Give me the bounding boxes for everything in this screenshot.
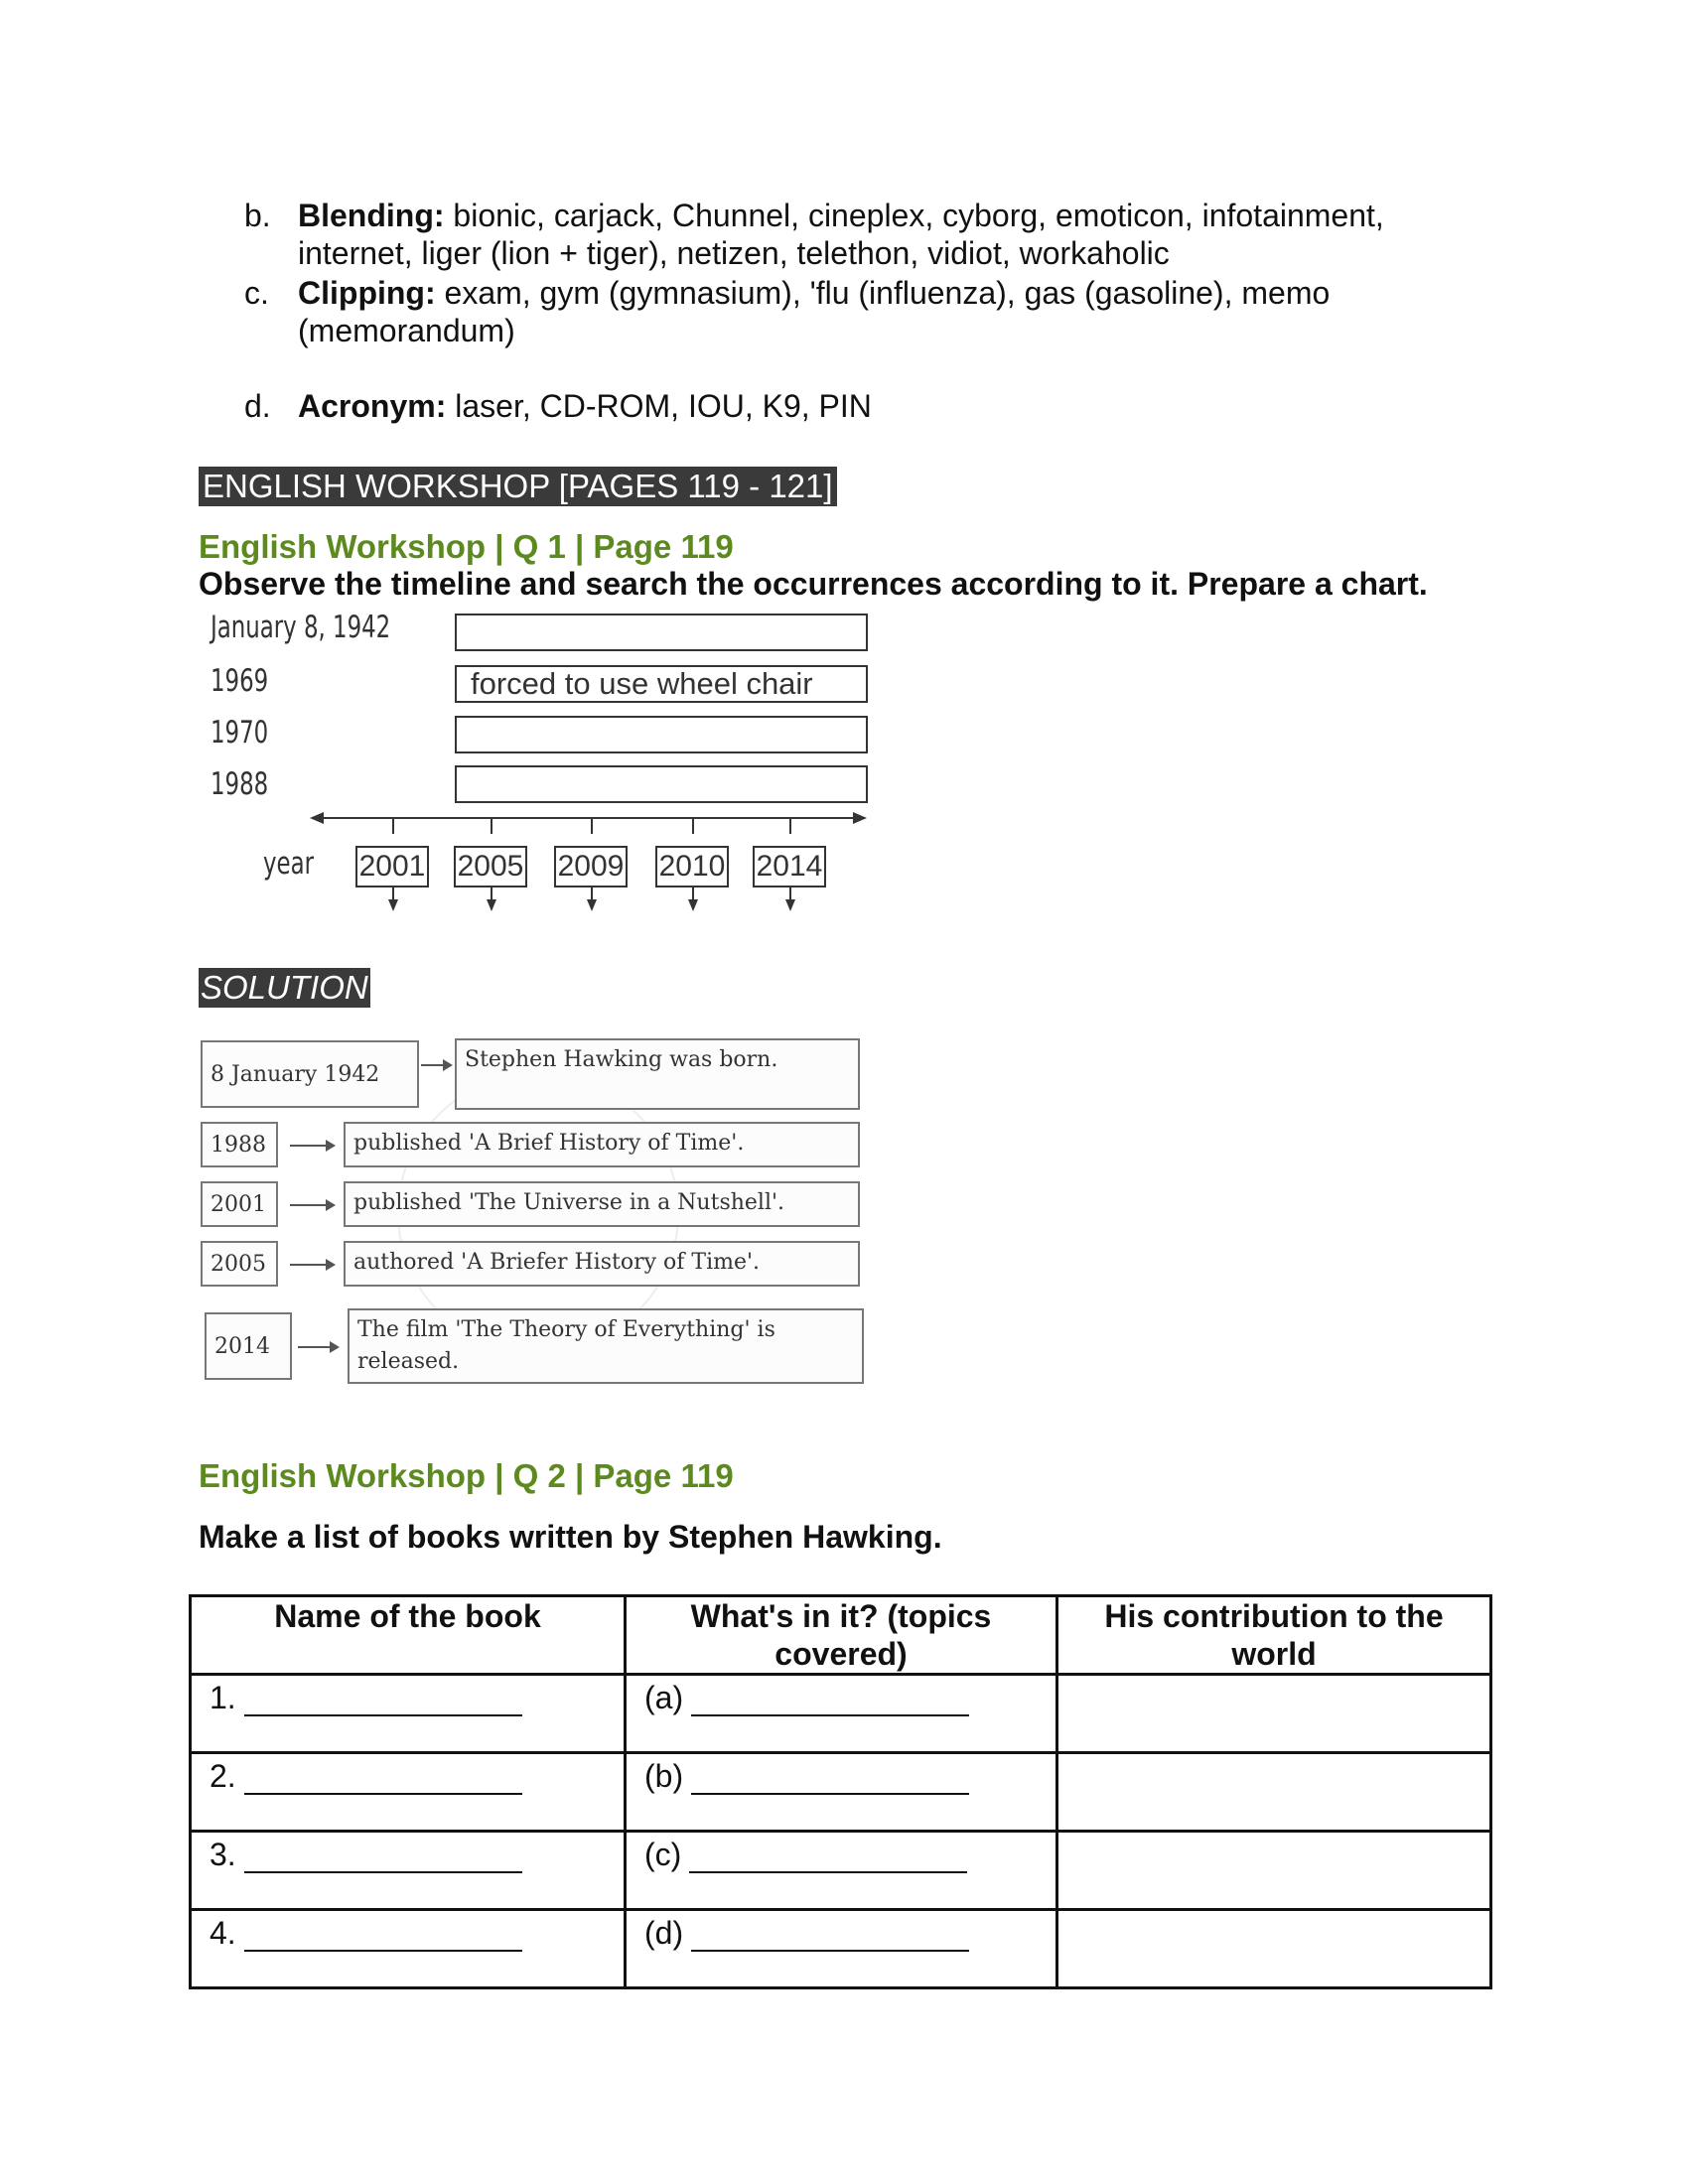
solution-event: The film 'The Theory of Everything' is released. (348, 1308, 864, 1384)
q1-heading: English Workshop | Q 1 | Page 119 (199, 528, 734, 565)
solution-date: 2001 (201, 1181, 278, 1227)
term-label: Blending: (298, 198, 445, 233)
solution-banner: SOLUTION (201, 969, 368, 1006)
year-down-arrowhead (688, 899, 698, 911)
list-body (298, 197, 1470, 272)
year-down-arrowhead (388, 899, 398, 911)
solution-event: published 'A Brief History of Time'. (344, 1122, 860, 1167)
list-body (298, 387, 1470, 425)
answer-blank[interactable] (244, 1920, 522, 1952)
book-name-cell[interactable] (191, 1753, 626, 1832)
term-label: Acronym: (298, 388, 447, 424)
topic-letter: (c) (644, 1837, 682, 1872)
contribution-cell[interactable] (1057, 1832, 1491, 1910)
topic-letter: (b) (644, 1758, 684, 1794)
solution-date: 2014 (205, 1312, 292, 1380)
solution-date: 8 January 1942 (201, 1040, 419, 1108)
term-examples: laser, CD-ROM, IOU, K9, PIN (455, 388, 872, 424)
list-body (298, 274, 1470, 349)
row-number: 4. (210, 1915, 236, 1951)
timeline-right-arrowhead (853, 812, 867, 824)
solution-arrow (290, 1145, 334, 1147)
year-box: 2001 (355, 846, 429, 887)
timeline-date: 1969 (211, 663, 269, 699)
column-header-topics: What's in it? (topics covered) (626, 1596, 1057, 1675)
row-number: 3. (210, 1837, 236, 1872)
book-name-cell[interactable] (191, 1675, 626, 1753)
solution-arrow (421, 1064, 451, 1066)
answer-blank[interactable] (244, 1685, 522, 1716)
book-name-cell[interactable] (191, 1910, 626, 1988)
timeline-entry-box (455, 716, 868, 753)
table-row (191, 1910, 1491, 1988)
table-header-row (191, 1596, 1491, 1675)
solution-arrow (290, 1264, 334, 1266)
q2-instruction: Make a list of books written by Stephen Hawking. (199, 1519, 942, 1555)
topic-letter: (d) (644, 1915, 684, 1951)
answer-blank[interactable] (691, 1920, 969, 1952)
list-letter: d. (244, 388, 271, 424)
contribution-cell[interactable] (1057, 1675, 1491, 1753)
contribution-cell[interactable] (1057, 1753, 1491, 1832)
contribution-cell[interactable] (1057, 1910, 1491, 1988)
year-box: 2014 (753, 846, 826, 887)
table-row (191, 1675, 1491, 1753)
list-letter: b. (244, 198, 271, 233)
topics-cell[interactable] (626, 1753, 1057, 1832)
answer-blank[interactable] (691, 1763, 969, 1795)
year-down-arrowhead (487, 899, 496, 911)
books-table (189, 1594, 1492, 1989)
answer-blank[interactable] (691, 1685, 969, 1716)
book-name-cell[interactable] (191, 1832, 626, 1910)
table-row (191, 1753, 1491, 1832)
q1-instruction: Observe the timeline and search the occurrences according to it. Prepare a chart. (199, 566, 1428, 602)
timeline-entry-box: forced to use wheel chair (455, 665, 868, 703)
topics-cell[interactable] (626, 1675, 1057, 1753)
solution-arrow (298, 1346, 338, 1348)
topics-cell[interactable] (626, 1832, 1057, 1910)
topic-letter: (a) (644, 1680, 684, 1715)
term-examples: exam, gym (gymnasium), 'flu (influenza), gas (gasoline), memo (memorandum) (298, 275, 1331, 348)
year-down-arrowhead (785, 899, 795, 911)
timeline-date: January 8, 1942 (211, 610, 391, 645)
year-box: 2009 (554, 846, 628, 887)
table-row (191, 1832, 1491, 1910)
list-letter: c. (244, 275, 269, 311)
term-examples: bionic, carjack, Chunnel, cineplex, cyborg, emoticon, infotainment, internet, liger (lion + tiger), netizen, telethon, vidiot, workaholic (298, 198, 1384, 271)
solution-event: published 'The Universe in a Nutshell'. (344, 1181, 860, 1227)
solution-event: Stephen Hawking was born. (455, 1038, 860, 1110)
answer-blank[interactable] (689, 1842, 967, 1873)
year-box: 2010 (655, 846, 729, 887)
column-header-contribution: His contribution to the world (1057, 1596, 1491, 1675)
timeline-left-arrowhead (310, 812, 324, 824)
timeline-date: 1988 (211, 766, 269, 802)
solution-date: 2005 (201, 1241, 278, 1287)
row-number: 2. (210, 1758, 236, 1794)
term-label: Clipping: (298, 275, 436, 311)
answer-blank[interactable] (244, 1842, 522, 1873)
section-banner: ENGLISH WORKSHOP [PAGES 119 - 121] (199, 467, 837, 506)
timeline-entry-box (455, 614, 868, 651)
year-down-arrowhead (587, 899, 597, 911)
timeline-date: 1970 (211, 715, 269, 751)
row-number: 1. (210, 1680, 236, 1715)
answer-blank[interactable] (244, 1763, 522, 1795)
solution-date: 1988 (201, 1122, 278, 1167)
topics-cell[interactable] (626, 1910, 1057, 1988)
column-header-book-name: Name of the book (191, 1596, 626, 1675)
year-label: year (263, 846, 315, 882)
solution-event: authored 'A Briefer History of Time'. (344, 1241, 860, 1287)
solution-arrow (290, 1204, 334, 1206)
q2-heading: English Workshop | Q 2 | Page 119 (199, 1457, 734, 1494)
year-box: 2005 (454, 846, 527, 887)
